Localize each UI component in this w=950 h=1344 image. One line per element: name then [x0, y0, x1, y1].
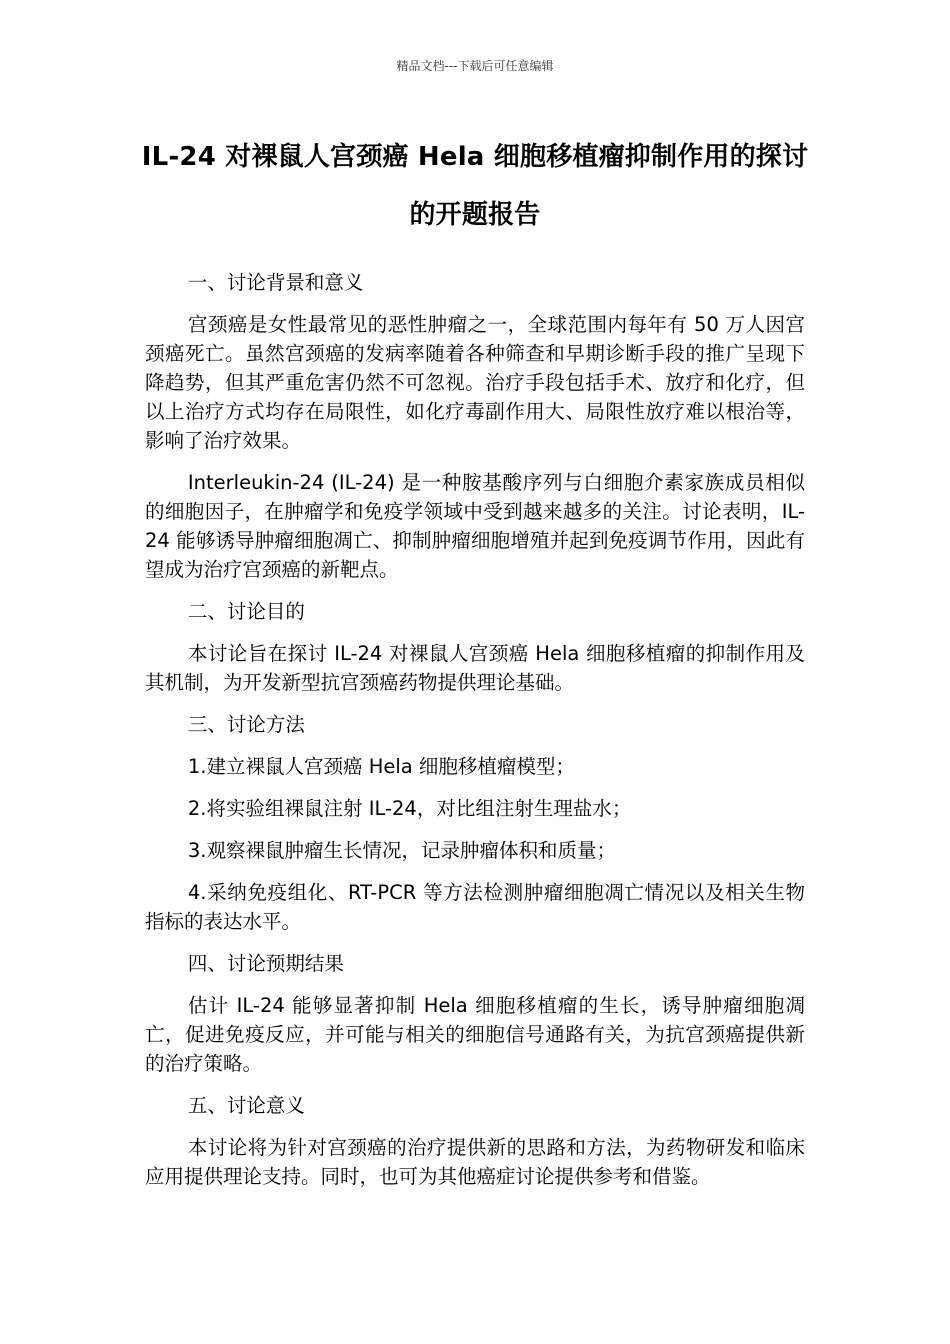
paragraph-background-2: Interleukin-24 (IL-24) 是一种胺基酸序列与白细胞介素家族成员相似的细胞因子，在肿瘤学和免疫学领域中受到越来越多的关注。讨论表明，IL-24 能够诱导肿瘤细胞凋亡、抑制肿瘤细胞增殖并起到免疫调节作用，因此有望成为治疗宫颈癌的新靶点。 [145, 471, 805, 581]
paragraph-significance: 本讨论将为针对宫颈癌的治疗提供新的思路和方法，为药物研发和临床应用提供理论支持。同时，也可为其他癌症讨论提供参考和借鉴。 [145, 1136, 805, 1188]
method-step-4: 4.采纳免疫组化、RT-PCR 等方法检测肿瘤细胞凋亡情况以及相关生物指标的表达水平。 [145, 881, 805, 933]
section-heading-expected-results: 四、讨论预期结果 [187, 952, 344, 975]
paragraph-purpose: 本讨论旨在探讨 IL-24 对裸鼠人宫颈癌 Hela 细胞移植瘤的抑制作用及其机制，为开发新型抗宫颈癌药物提供理论基础。 [145, 642, 805, 694]
page-header: 精品文档---下载后可任意编辑 [396, 59, 554, 73]
document-body [145, 268, 805, 1204]
method-step-3: 3.观察裸鼠肿瘤生长情况，记录肿瘤体积和质量； [187, 839, 616, 862]
section-heading-methods: 三、讨论方法 [187, 713, 305, 736]
method-step-2: 2.将实验组裸鼠注射 IL-24，对比组注射生理盐水； [187, 797, 632, 820]
section-heading-purpose: 二、讨论目的 [187, 600, 305, 623]
section-heading-background: 一、讨论背景和意义 [187, 271, 364, 294]
paragraph-background-1: 宫颈癌是女性最常见的恶性肿瘤之一，全球范围内每年有 50 万人因宫颈癌死亡。虽然宫颈癌的发病率随着各种筛查和早期诊断手段的推广呈现下降趋势，但其严重危害仍然不可忽视。治疗手段包括手术、放疗和化疗，但以上治疗方式均存在局限性，如化疗毒副作用大、局限性放疗难以根治等，影响了治疗效果。 [145, 313, 805, 452]
method-step-1: 1.建立裸鼠人宫颈癌 Hela 细胞移植瘤模型； [187, 755, 575, 778]
document-title: IL-24 对裸鼠人宫颈癌 Hela 细胞移植瘤抑制作用的探讨的开题报告 [141, 142, 809, 230]
section-heading-significance: 五、讨论意义 [187, 1094, 305, 1117]
paragraph-expected-results: 估计 IL-24 能够显著抑制 Hela 细胞移植瘤的生长，诱导肿瘤细胞凋亡，促进免疫反应，并可能与相关的细胞信号通路有关，为抗宫颈癌提供新的治疗策略。 [145, 994, 805, 1075]
